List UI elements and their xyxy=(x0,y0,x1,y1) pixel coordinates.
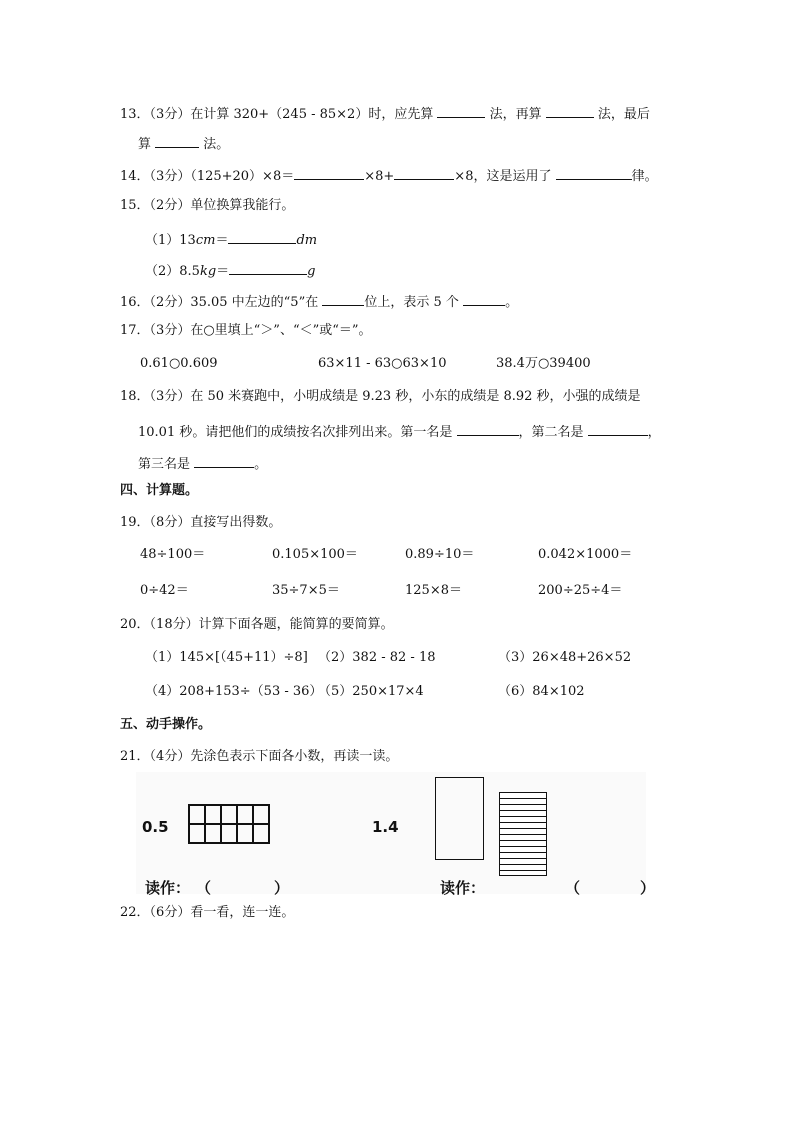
q18-blank-1[interactable] xyxy=(457,423,519,436)
q19-r2-c2: 35÷7×5＝ xyxy=(272,583,340,598)
q14-text-d: 律。 xyxy=(631,169,658,184)
q21-answer-blank-2[interactable] xyxy=(582,877,638,893)
q16-line xyxy=(120,293,518,309)
q19-title: 19．（8分）直接写出得数。 xyxy=(120,515,282,530)
q14-text-b: ×8+ xyxy=(364,169,395,184)
q18-line1: 18．（3分）在 50 米赛跑中，小明成绩是 9.23 秒，小东的成绩是 8.92 秒，小强的成绩是 xyxy=(120,389,641,404)
q20-r2-c3: （6）84×102 xyxy=(498,684,585,699)
q14-blank-1[interactable] xyxy=(294,167,364,180)
q19-r1-c3: 0.89÷10＝ xyxy=(405,547,475,562)
q15-p2-a: （2）8.5 xyxy=(145,264,200,279)
q14-text-c: ×8，这是运用了 xyxy=(454,169,552,184)
q21-title: 21．（4分）先涂色表示下面各小数，再读一读。 xyxy=(120,749,399,764)
q15-p1-a: （1）13 xyxy=(145,233,196,248)
q17-item-3: 38.4万○39400 xyxy=(496,356,591,371)
q15-p2-unit2: g xyxy=(307,264,316,279)
q20-r1-c2: （2）382 - 82 - 18 xyxy=(318,650,436,665)
q21-grid-ten-parts[interactable] xyxy=(188,804,270,844)
q18-blank-3[interactable] xyxy=(194,455,254,468)
q19-r1-c2: 0.105×100＝ xyxy=(272,547,358,562)
q13-line2 xyxy=(138,135,229,151)
q21-number-0-5: 0.5 xyxy=(142,818,169,836)
section-5-heading: 五、动手操作。 xyxy=(120,717,212,732)
q19-r2-c3: 125×8＝ xyxy=(405,583,462,598)
q15-p1-b: ＝ xyxy=(215,233,229,248)
q20-r2-c1: （4）208+153÷（53 - 36） xyxy=(145,684,323,699)
q13-text-b: 法，再算 xyxy=(489,107,542,122)
q21-paren-close-1: ） xyxy=(274,879,290,897)
q15-part1 xyxy=(145,231,317,247)
q18-text-b: ，第二名是 xyxy=(518,425,584,440)
q17-title: 17．（3分）在○里填上“＞”、“＜”或“＝”。 xyxy=(120,323,372,338)
q16-blank-2[interactable] xyxy=(463,293,505,306)
q15-part2 xyxy=(145,262,316,278)
q13-text-a: 13．（3分）在计算 320+（245 - 85×2）时，应先算 xyxy=(120,107,434,122)
q20-r2-c2: （5）250×17×4 xyxy=(318,684,424,699)
q21-read-text-1: 读作： xyxy=(145,879,191,897)
q16-blank-1[interactable] xyxy=(322,293,364,306)
q13-text-c: 法，最后 xyxy=(597,107,650,122)
q14-blank-2[interactable] xyxy=(394,167,454,180)
q17-item-2: 63×11 - 63○63×10 xyxy=(318,356,447,371)
q21-whole-rectangle[interactable] xyxy=(435,777,484,860)
q16-text-c: 。 xyxy=(505,295,519,310)
q20-title: 20．（18分）计算下面各题，能简算的要简算。 xyxy=(120,617,394,632)
q15-blank-1[interactable] xyxy=(228,231,296,244)
q15-blank-2[interactable] xyxy=(229,262,307,275)
q16-text-b: 位上，表示 5 个 xyxy=(364,295,459,310)
q14-line xyxy=(120,167,658,183)
q15-p1-unit1: cm xyxy=(195,233,216,248)
q13-text-d: 算 xyxy=(138,137,152,152)
q18-text-c: ， xyxy=(647,425,661,440)
q14-blank-3[interactable] xyxy=(556,167,632,180)
section-4-heading: 四、计算题。 xyxy=(120,483,199,498)
q13-blank-2[interactable] xyxy=(546,105,594,118)
q15-p1-unit2: dm xyxy=(296,233,318,248)
q13-blank-3[interactable] xyxy=(155,135,199,148)
q18-text-d: 第三名是 xyxy=(138,457,191,472)
q21-read-label-2 xyxy=(440,877,485,898)
q21-read-label-1 xyxy=(145,877,190,898)
q18-text-e: 。 xyxy=(254,457,268,472)
q18-line2 xyxy=(138,423,661,439)
q17-item-1: 0.61○0.609 xyxy=(140,356,218,371)
q16-text-a: 16．（2分）35.05 中左边的“5”在 xyxy=(120,295,319,310)
q21-answer-blank-1[interactable] xyxy=(214,877,272,893)
q14-text-a: 14．（3分）（125+20）×8＝ xyxy=(120,169,295,184)
q19-r2-c1: 0÷42＝ xyxy=(140,583,189,598)
q20-r1-c1: （1）145×[（45+11）÷8] xyxy=(145,650,308,665)
q15-p2-unit1: kg xyxy=(199,264,217,279)
q20-r1-c3: （3）26×48+26×52 xyxy=(498,650,632,665)
q18-line3 xyxy=(138,455,267,471)
q13-line1 xyxy=(120,105,650,121)
q18-text-a: 10.01 秒。请把他们的成绩按名次排列出来。第一名是 xyxy=(138,425,453,440)
q19-r1-c4: 0.042×1000＝ xyxy=(538,547,633,562)
q21-paren-close-2: ） xyxy=(640,879,656,897)
q19-r1-c1: 48÷100＝ xyxy=(140,547,206,562)
q18-blank-2[interactable] xyxy=(588,423,648,436)
q21-striped-rectangle[interactable] xyxy=(499,792,547,876)
q19-r2-c4: 200÷25÷4＝ xyxy=(538,583,623,598)
q13-text-e: 法。 xyxy=(203,137,230,152)
q21-paren-open-1: （ xyxy=(196,879,212,897)
q15-p2-b: ＝ xyxy=(216,264,230,279)
q13-blank-1[interactable] xyxy=(437,105,485,118)
q21-paren-open-2: （ xyxy=(565,879,581,897)
q15-title: 15．（2分）单位换算我能行。 xyxy=(120,198,295,213)
q22-title: 22．（6分）看一看，连一连。 xyxy=(120,905,295,920)
q21-number-1-4: 1.4 xyxy=(372,818,399,836)
q21-read-text-2: 读作： xyxy=(440,879,486,897)
